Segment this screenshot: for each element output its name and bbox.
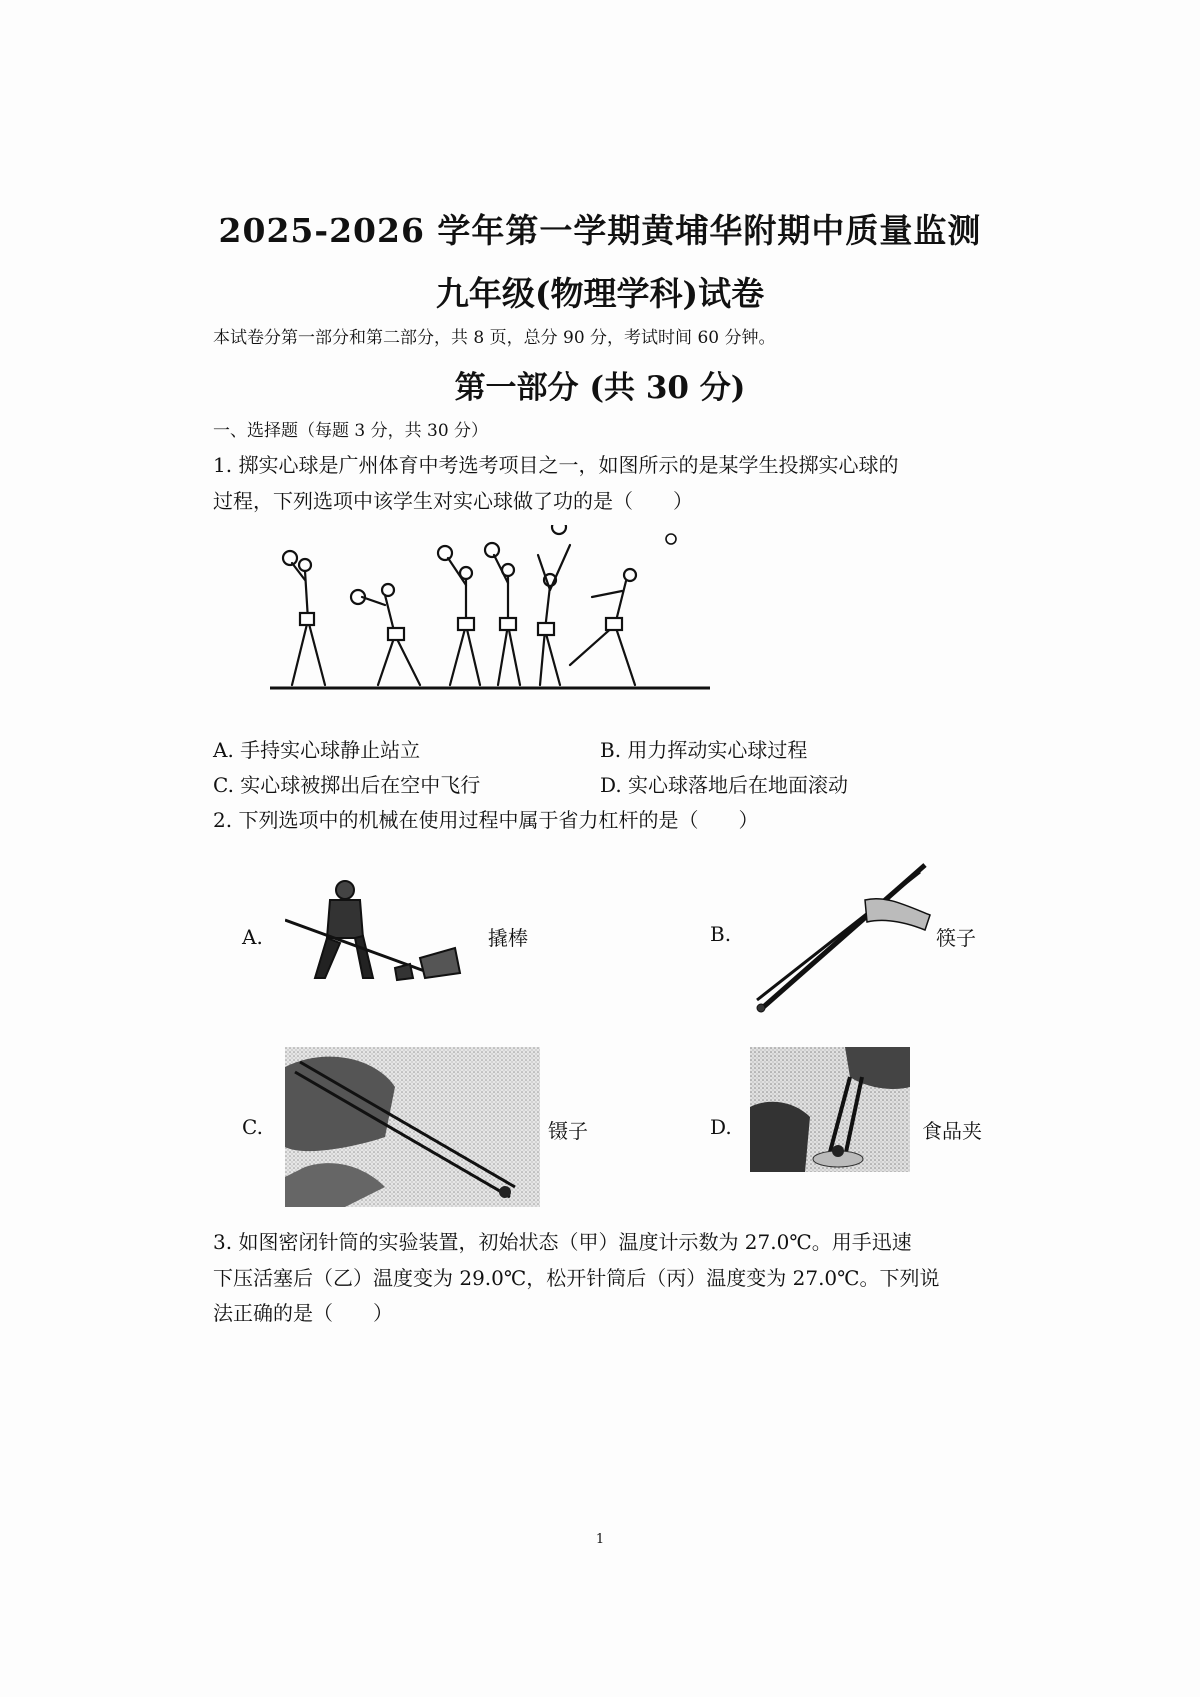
- q1-throw-sequence-figure: [270, 525, 710, 700]
- q2-tweezers-figure: [285, 1047, 540, 1207]
- section-heading: 一、选择题（每题 3 分，共 30 分）: [213, 421, 489, 441]
- q2-food-clip-figure: [750, 1047, 910, 1172]
- exam-subtitle: 九年级(物理学科)试卷: [435, 274, 765, 313]
- q1-option-a: A. 手持实心球静止站立: [213, 738, 421, 762]
- q3-line1: 3. 如图密闭针筒的实验装置，初始状态（甲）温度计示数为 27.0℃。用手迅速: [213, 1230, 912, 1254]
- q3-line2: 下压活塞后（乙）温度变为 29.0℃，松开针筒后（丙）温度变为 27.0℃。下列说: [213, 1266, 940, 1290]
- part-title: 第一部分 (共 30 分): [454, 370, 746, 406]
- q1-option-c: C. 实心球被掷出后在空中飞行: [213, 773, 481, 797]
- q2-option-c-letter: C.: [242, 1115, 263, 1139]
- q2-option-c-label: 镊子: [548, 1119, 588, 1143]
- q2-option-d-label: 食品夹: [922, 1119, 982, 1143]
- q2-option-b-label: 筷子: [936, 926, 976, 950]
- q3-line3: 法正确的是（ ）: [213, 1301, 393, 1325]
- q1-line2: 过程，下列选项中该学生对实心球做了功的是（ ）: [213, 489, 693, 513]
- q1-line1: 1. 掷实心球是广州体育中考选考项目之一，如图所示的是某学生投掷实心球的: [213, 453, 899, 477]
- q2-line1: 2. 下列选项中的机械在使用过程中属于省力杠杆的是（ ）: [213, 808, 759, 832]
- page-number: 1: [595, 1532, 605, 1547]
- q2-crowbar-figure: [285, 878, 485, 988]
- q2-option-d-letter: D.: [710, 1115, 732, 1139]
- exam-intro: 本试卷分第一部分和第二部分，共 8 页，总分 90 分，考试时间 60 分钟。: [213, 328, 776, 348]
- q2-option-a-letter: A.: [242, 925, 263, 949]
- q1-ball-in-air-icon: [663, 531, 679, 547]
- q2-option-b-letter: B.: [710, 922, 732, 946]
- q1-option-b: B. 用力挥动实心球过程: [600, 738, 808, 762]
- exam-title: 2025-2026 学年第一学期黄埔华附期中质量监测: [218, 211, 982, 250]
- q1-option-d: D. 实心球落地后在地面滚动: [600, 773, 849, 797]
- q2-option-a-label: 撬棒: [488, 926, 528, 950]
- q2-chopsticks-figure: [755, 860, 935, 1020]
